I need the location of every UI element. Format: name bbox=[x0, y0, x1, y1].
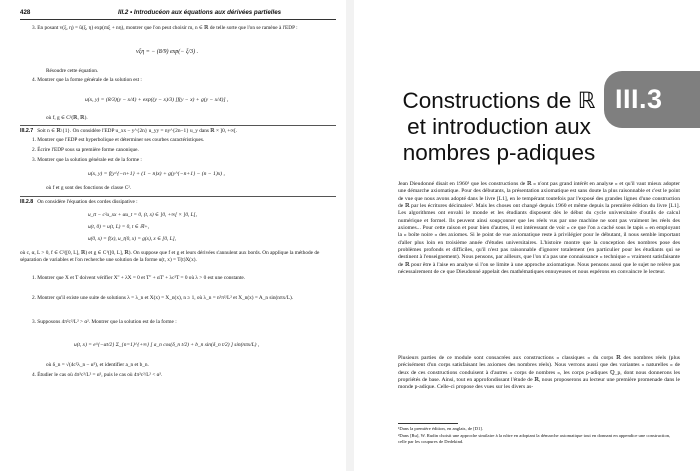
footnote-1: ¹Dans la première édition, en anglais, de [D1]. bbox=[398, 426, 484, 431]
chapter-title-line-1: Constructions de ℝ bbox=[402, 88, 596, 113]
exercise-27-statement: Soit n ∈ ℝ\{1}. On considère l'EDP u_xx − y^{2n} u_yy = ny^{2n−1} u_y dans ℝ × ]0, +∞[. bbox=[37, 128, 238, 134]
ex27-question-1: 1. Montrer que l'EDP est hyperbolique et déterminer ses courbes caractéristiques. bbox=[32, 137, 205, 143]
exercise-label-28: III.2.8 bbox=[20, 199, 34, 205]
section-rule-28 bbox=[20, 196, 336, 197]
exercise-label-27: III.2.7 bbox=[20, 128, 34, 134]
ex28-question-4: 4. Étudier le cas où 4π²c²/L² = α², puis le cas où 4π²c²/L² < α². bbox=[32, 372, 163, 378]
ex28-paragraph: où c, α, L > 0, f ∈ C²([0, L], ℝ) et g ∈ C¹([0, L], ℝ). On suppose que f et g et leurs dérivées s'annulent aux bords. On applique la méthode de séparation de variables et l'on recherche une solution de la forme u(t, x) = T(t)X(x). bbox=[20, 250, 320, 264]
system-line-3: u(0, x) = f(x), u_t(0, x) = g(x), x ∈ [0, L], bbox=[88, 236, 176, 242]
equation-4: u(t, x) = e^{−αt/2} Σ_{n=1}^{+∞} [ a_n cos(δ_n t/2) + b_n sin(δ_n t/2) ] sin(nπx/L) , bbox=[74, 342, 260, 348]
ex28-question-2: 2. Montrer qu'il existe une suite de solutions λ = λ_n et X(x) = X_n(x), n ≥ 1, où λ_n = n²π²/L² et X_n(x) = A_n sin(nπx/L). bbox=[32, 295, 294, 301]
footnote-2: ²Dans [Ru], W. Rudin choisit une approche similaire à la nôtre en adoptant la démarche axiomatique tout en donnant en appendice une construction, celle par les coupures de Dedekind. bbox=[398, 433, 671, 445]
chapter-title-line-3: nombres p-adiques bbox=[402, 140, 596, 165]
system-line-2: u(t, 0) = u(t, L) = 0, t ∈ ℝ+, bbox=[88, 224, 150, 230]
exercise-III-2-7 bbox=[20, 128, 336, 135]
header-rule bbox=[20, 19, 336, 20]
ex27-tail: où f et g sont des fonctions de classe C². bbox=[46, 185, 132, 191]
resolve-instruction: Résoudre cette équation. bbox=[46, 68, 99, 74]
page-number: 428 bbox=[20, 9, 31, 16]
exercise-28-statement: On considère l'équation des cordes dissipative : bbox=[37, 199, 138, 205]
equation-1: vξη = − (8/9) exp(− ξ/3) . bbox=[136, 49, 199, 55]
equation-2: u(x, y) = (8/3)(y − x/4) + exp((y − x)/3) [f(y − x) + g(y − x/4)] , bbox=[85, 97, 229, 103]
ex28-question-3-tail: où δ_n = √(4c²λ_n − α²), et identifier a_n et b_n. bbox=[46, 362, 149, 368]
running-head: III.2 • Introducéon aux équations aux dérivées partielles bbox=[118, 9, 282, 16]
intro-paragraph-2: Plusieurs parties de ce module sont consacrées aux constructions « classiques » du corps ℝ des nombres réels (plus précisément d'un corps satisfaisant les axiomes des nombres réels). Nous verrons aussi que des variantes « naturelles » de deux de ces constructions conduisent à d'autres « corps de nombres », les corps p-adiques ℚ_p, dont nous donnerons les propriétés de base. Ainsi, tout en approfondissant l'étude de ℝ, nous proposerons au lecteur une première promenade dans le monde p-adique. Celle-ci propose des vues sur les divers as- bbox=[398, 355, 680, 391]
footnote-rule bbox=[398, 423, 458, 424]
equation-3: u(x, y) = f(y^{−n+1} + (1 − n)x) + g(y^{−n+1} − (n − 1)x) , bbox=[88, 171, 225, 177]
chapter-title-line-2: et introduction aux bbox=[407, 114, 591, 139]
ex28-question-1: 1. Montrer que X et T doivent vérifier X'' + λX = 0 et T'' + αT' + λc²T = 0 où λ > 0 est une constante. bbox=[32, 275, 246, 281]
intro-paragraph-1: Jean Dieudonné disait en 1960¹ que les constructions de ℝ « n'ont pas grand intérêt en analyse » et qu'il vaut mieux adopter une démarche axiomatique. Pour des débutants, la présentation axiomatique est sans doute la plus raisonnable et c'est le point de vue que nous avons adopté dans le livre [L1], en le tempérant toutefois par l'exposé des grandes lignes d'une construction de ℝ par les écritures décimales². Mais les choses ont changé depuis 1960 et même depuis la première édition du livre [L1]. Les algorithmes ont envahi le monde et les étudiants disposent dès le début du cycle universitaire d'outils de calcul numérique et formel. Ils peuvent ainsi soupçonner que les réels vus par une machine ne sont pas vraiment les réels des axiomes... Pour cette raison et pour bien d'autres, il est intéressant de voir « ce que l'on a caché sous le tapis » en employant la « boîte noire » des axiomes. Si le point de vue axiomatique reste à privilégier pour le débutant, il nous semble important d'aller plus loin en troisième année d'études universitaires. L'histoire montre que la conception des nombres pose des problèmes profonds et difficiles, qu'il n'est pas raisonnable d'ignorer totalement (en particulier pour les étudiants qui se destinent à l'enseignement). Nous pensons, par ailleurs, que l'on n'a pas une connaissance « technique » vraiment satisfaisante de ℝ pour être à l'aise en analyse si l'on se limite à une approche axiomatique. Nous pensons aussi que le sujet ne relève pas nécessairement de ce que Dieudonné appelait des mathématiques ennuyeuses et nous espérons en convaincre le lecteur. bbox=[398, 181, 680, 276]
section-rule-27 bbox=[20, 125, 336, 126]
exercise-item-4: 4. Montrer que la forme générale de la solution est : bbox=[32, 77, 142, 83]
ex28-question-3: 3. Supposons 4π²c²/L² > α². Montrer que la solution est de la forme : bbox=[32, 319, 177, 325]
book-gutter bbox=[346, 0, 354, 471]
chapter-number: III.3 bbox=[615, 84, 663, 114]
exercise-item-3: 3. En posant v(ξ, η) = ũ(ξ, η) exp(mξ + nη), montrer que l'on peut choisir m, n ∈ ℝ de telle sorte que l'on se ramène à l'EDP : bbox=[32, 25, 298, 31]
ex27-question-2: 2. Écrire l'EDP sous sa première forme canonique. bbox=[32, 147, 139, 153]
ex27-question-3: 3. Montrer que la solution générale est de la forme : bbox=[32, 157, 142, 163]
item-4-tail: où f, g ∈ C²(ℝ, ℝ). bbox=[46, 115, 88, 121]
chapter-title bbox=[393, 88, 605, 166]
system-line-1: u_tt − c²u_xx + αu_t = 0, (t, x) ∈ ]0, +∞[ × ]0, L[, bbox=[88, 212, 197, 218]
exercise-III-2-8 bbox=[20, 199, 336, 206]
